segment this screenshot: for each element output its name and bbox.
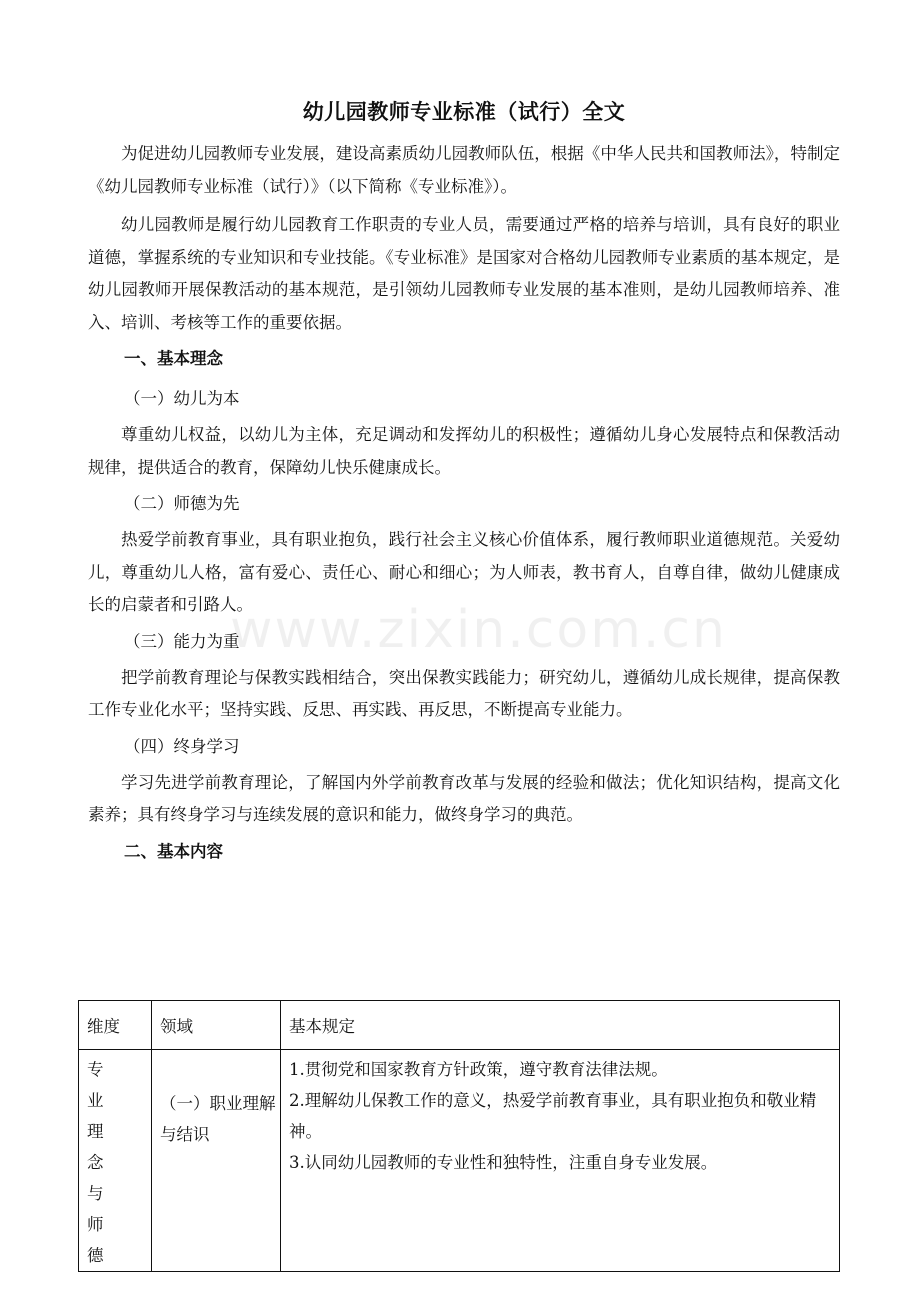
rule-item-3: 3.认同幼儿园教师的专业性和独特性，注重自身专业发展。	[289, 1153, 718, 1172]
subsection-title-child-centered: （一）幼儿为本	[124, 389, 240, 408]
table-cell-dimension: 专业理念与师德	[79, 1050, 152, 1272]
table-cell-domain: （一）职业理解与结识	[152, 1050, 281, 1272]
watermark: www.zixin.com.cn	[230, 600, 727, 660]
table-row	[79, 1050, 840, 1272]
intro-paragraph-1: 为促进幼儿园教师专业发展，建设高素质幼儿园教师队伍，根据《中华人民共和国教师法》，特制定《幼儿园教师专业标准（试行）》（以下简称《专业标准》）。	[88, 144, 840, 196]
subsection-text-ability-focus: 把学前教育理论与保教实践相结合，突出保教实践能力；研究幼儿，遵循幼儿成长规律，提高保教工作专业化水平；坚持实践、反思、再实践、再反思，不断提高专业能力。	[88, 667, 840, 719]
subsection-title-ethics-first: （二）师德为先	[124, 494, 240, 513]
standards-table	[78, 1000, 840, 1272]
section-heading-basic-concepts: 一、基本理念	[124, 349, 223, 368]
table-header-rules: 基本规定	[281, 1001, 840, 1050]
subsection-title-ability-focus: （三）能力为重	[124, 631, 240, 651]
intro-paragraph-2: 幼儿园教师是履行幼儿园教育工作职责的专业人员，需要通过严格的培养与培训，具有良好的职业道德，掌握系统的专业知识和专业技能。《专业标准》是国家对合格幼儿园教师专业素质的基本规定，是幼儿园教师开展保教活动的基本规范，是引领幼儿园教师专业发展的基本准则，是幼儿园教师培养、准入、培训、考核等工作的重要依据。	[88, 215, 840, 332]
rule-item-2: 2.理解幼儿保教工作的意义，热爱学前教育事业，具有职业抱负和敬业精神。	[289, 1091, 817, 1141]
document-title: 幼儿园教师专业标准（试行）全文	[302, 100, 626, 124]
section-heading-basic-content: 二、基本内容	[124, 841, 223, 861]
subsection-title-lifelong-learning: （四）终身学习	[124, 736, 240, 756]
table-header-dimension: 维度	[79, 1001, 152, 1050]
table-cell-rules	[281, 1050, 840, 1272]
subsection-text-lifelong-learning: 学习先进学前教育理论，了解国内外学前教育改革与发展的经验和做法；优化知识结构，提高文化素养；具有终身学习与连续发展的意识和能力，做终身学习的典范。	[88, 772, 840, 824]
table-header-row	[79, 1001, 840, 1050]
rule-item-1: 1.贯彻党和国家教育方针政策，遵守教育法律法规。	[289, 1060, 668, 1079]
document-page	[88, 92, 840, 872]
table-header-domain: 领域	[152, 1001, 281, 1050]
subsection-text-child-centered: 尊重幼儿权益，以幼儿为主体，充足调动和发挥幼儿的积极性；遵循幼儿身心发展特点和保教活动规律，提供适合的教育，保障幼儿快乐健康成长。	[88, 425, 840, 477]
subsection-text-ethics-first: 热爱学前教育事业，具有职业抱负，践行社会主义核心价值体系，履行教师职业道德规范。关爱幼儿，尊重幼儿人格，富有爱心、责任心、耐心和细心；为人师表，教书育人，自尊自律，做幼儿健康成长的启蒙者和引路人。	[88, 530, 840, 614]
